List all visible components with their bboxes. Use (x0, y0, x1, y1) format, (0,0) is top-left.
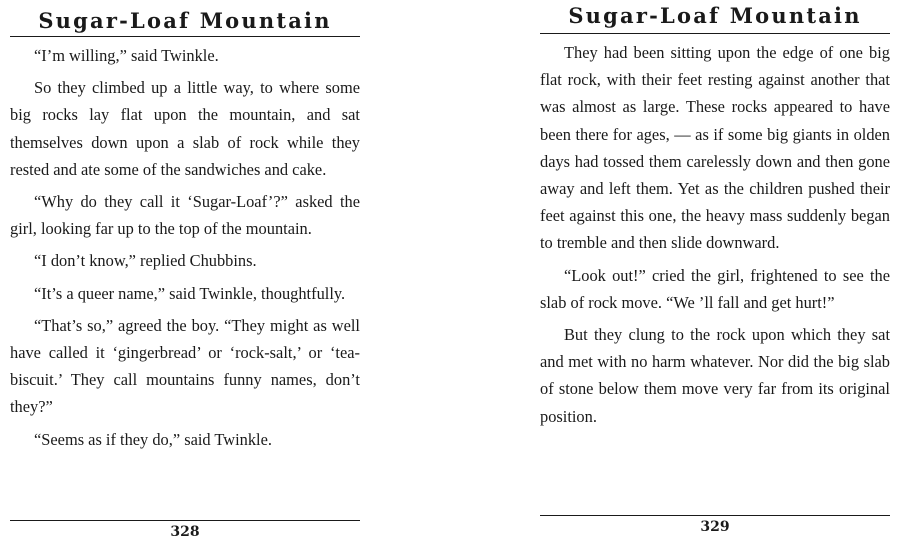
paragraph: They had been sitting upon the edge of one big flat rock, with their feet resting against another that was almost as large. These rocks appeared to have been there for ages, — as if some big giants in olden days had tossed them carelessly down and then gone away and left them. Yet as the children pushed their feet against this one, the heavy mass suddenly began to tremble and then slide downward. (540, 43, 890, 253)
running-head: Sugar-Loaf Mountain (568, 3, 862, 28)
paragraph: “Seems as if they do,” said Twinkle. (34, 429, 272, 449)
paragraph: “I don’t know,” replied Chubbins. (34, 251, 257, 271)
page-body (10, 42, 360, 453)
paragraph: “Why do they call it ‘Sugar-Loaf’?” asked the girl, looking far up to the top of the mountain. (10, 192, 360, 239)
paragraph: “That’s so,” agreed the boy. “They might as well have called it ‘gingerbread’ or ‘rock-salt,’ or ‘tea-biscuit.’ They call mountains funny names, don’t they?” (10, 315, 360, 417)
paragraph: But they clung to the rock upon which they sat and met with no harm whatever. Nor did the big slab of stone below them move very far from its original position. (540, 325, 890, 426)
page-number: 328 (170, 524, 200, 540)
footer-rule (10, 520, 360, 521)
running-head: Sugar-Loaf Mountain (38, 8, 332, 33)
footer-rule (540, 515, 890, 516)
header-rule (540, 33, 890, 34)
paragraph: “It’s a queer name,” said Twinkle, thoughtfully. (34, 283, 346, 303)
header-rule (10, 36, 360, 37)
paragraph: So they climbed up a little way, to where some big rocks lay flat upon the mountain, and sat themselves down upon a slab of rock while they rested and ate some of the sandwiches and cake. (10, 78, 360, 179)
page-body (540, 39, 890, 430)
page-number: 329 (700, 519, 730, 535)
right-page (540, 0, 890, 544)
paragraph: “Look out!” cried the girl, frightened to see the slab of rock move. “We ’ll fall and get hurt!” (540, 265, 890, 312)
paragraph: “I’m willing,” said Twinkle. (34, 46, 219, 65)
left-page (10, 0, 360, 544)
